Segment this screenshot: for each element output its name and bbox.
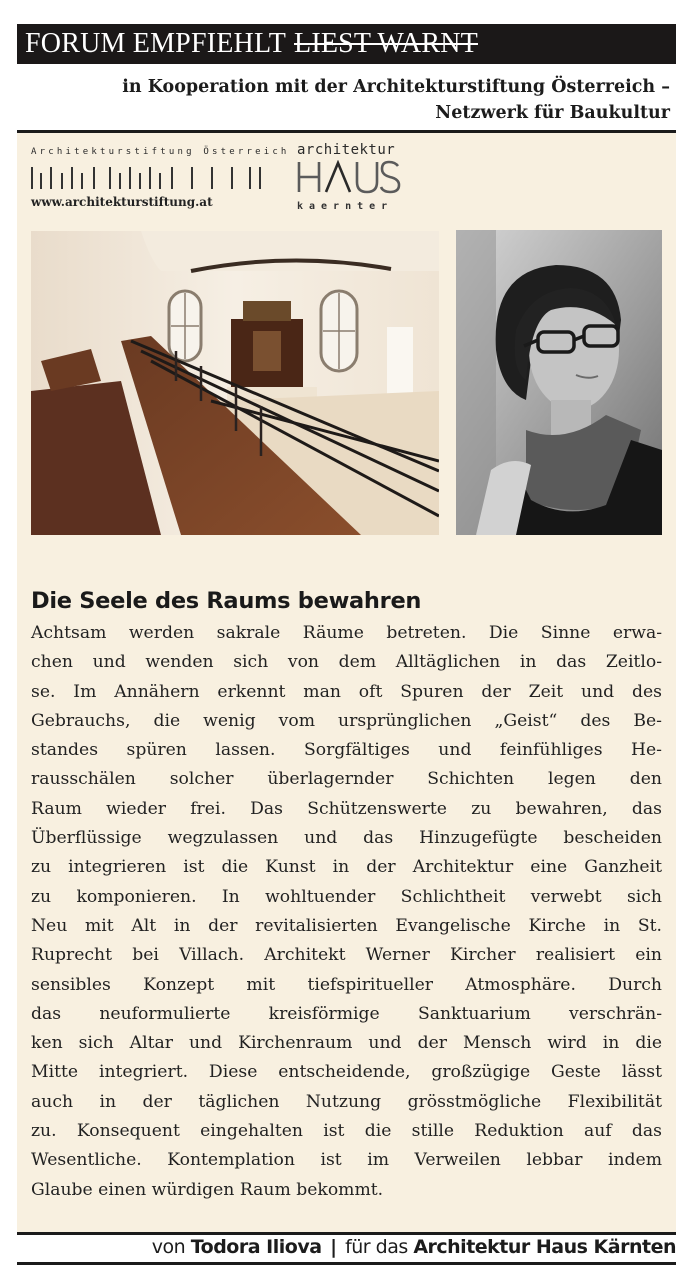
credit-separator: |	[330, 1236, 337, 1258]
article-line: Überflüssige wegzulassen und das Hinzugefügte bescheiden	[31, 828, 662, 849]
church-interior-photo	[31, 231, 439, 535]
logo-architektur-haus-kaernten	[297, 142, 407, 212]
article-line: zu integrieren ist die Kunst in der Architektur eine Ganzheit	[31, 857, 662, 878]
section-header-bar	[17, 24, 676, 64]
article-line: Neu mit Alt in der revitalisierten Evangelische Kirche in St.	[31, 915, 662, 936]
cooperation-line-2: Netzwerk für Baukultur	[435, 103, 670, 123]
logo-stiftung-bars-icon	[31, 167, 271, 189]
article-line: Gebrauchs, die wenig vom ursprünglichen „Geist“ des Be-	[31, 710, 662, 731]
article-line: ken sich Altar und Kirchenraum und der Mensch wird in die	[31, 1033, 662, 1054]
church-interior-image	[31, 231, 439, 535]
cooperation-note	[30, 74, 670, 126]
cooperation-line-1: in Kooperation mit der Architekturstiftung Österreich –	[122, 77, 670, 97]
portrait-image	[456, 230, 662, 535]
article-line: zu. Konsequent eingehalten ist die stille Reduktion auf das	[31, 1121, 662, 1142]
struck-words: LIEST WARNT	[294, 28, 478, 59]
article-line: zu komponieren. In wohltuender Schlichtheit verwebt sich	[31, 886, 662, 907]
credit-organization: Architektur Haus Kärnten	[413, 1236, 676, 1258]
article-headline: Die Seele des Raums bewahren	[31, 588, 422, 614]
article-body	[31, 619, 662, 1205]
haus-wordmark-icon	[297, 160, 401, 194]
credit-middle: für das	[345, 1236, 408, 1258]
section-title: FORUM EMPFIEHLT	[25, 28, 287, 59]
article-line: sensibles Konzept mit tiefspiritueller Atmosphäre. Durch	[31, 974, 662, 995]
logo-haus-bottom: kaernter	[297, 201, 394, 212]
credit-prefix: von	[151, 1236, 186, 1258]
footer-top-divider	[17, 1232, 676, 1235]
article-line: standes spüren lassen. Sorgfältiges und feinfühliges He-	[31, 740, 662, 761]
logo-stiftung-url[interactable]: www.architekturstiftung.at	[31, 195, 213, 209]
article-line: Glaube einen würdigen Raum bekommt.	[31, 1179, 384, 1200]
article-line: chen und wenden sich von dem Alltäglichen in das Zeitlo-	[31, 652, 662, 673]
logo-haus-main	[297, 160, 407, 200]
logo-haus-top: architektur	[297, 142, 396, 158]
article-line: rausschälen solcher überlagernder Schichten legen den	[31, 769, 662, 790]
article-line: auch in der täglichen Nutzung grösstmögliche Flexibilität	[31, 1091, 662, 1112]
author-credit	[152, 1236, 676, 1258]
article-line: Achtsam werden sakrale Räume betreten. Die Sinne erwa-	[31, 623, 662, 643]
author-portrait-photo	[456, 230, 662, 535]
article-line: Ruprecht bei Villach. Architekt Werner Kircher realisiert ein	[31, 945, 662, 966]
credit-author: Todora Iliova	[190, 1236, 322, 1258]
article-line: das neuformulierte kreisförmige Sanktuarium verschrän-	[31, 1003, 662, 1024]
logo-stiftung-name: Architekturstiftung Österreich	[31, 147, 290, 157]
article-line: Mitte integriert. Diese entscheidende, großzügige Geste lässt	[31, 1062, 662, 1083]
article-line: Raum wieder frei. Das Schützenswerte zu bewahren, das	[31, 798, 662, 819]
footer-bottom-divider	[17, 1262, 676, 1265]
article-line: se. Im Annähern erkennt man oft Spuren der Zeit und des	[31, 681, 662, 702]
article-line: Wesentliche. Kontemplation ist im Verweilen lebbar indem	[31, 1150, 662, 1171]
logo-architekturstiftung	[31, 147, 290, 209]
